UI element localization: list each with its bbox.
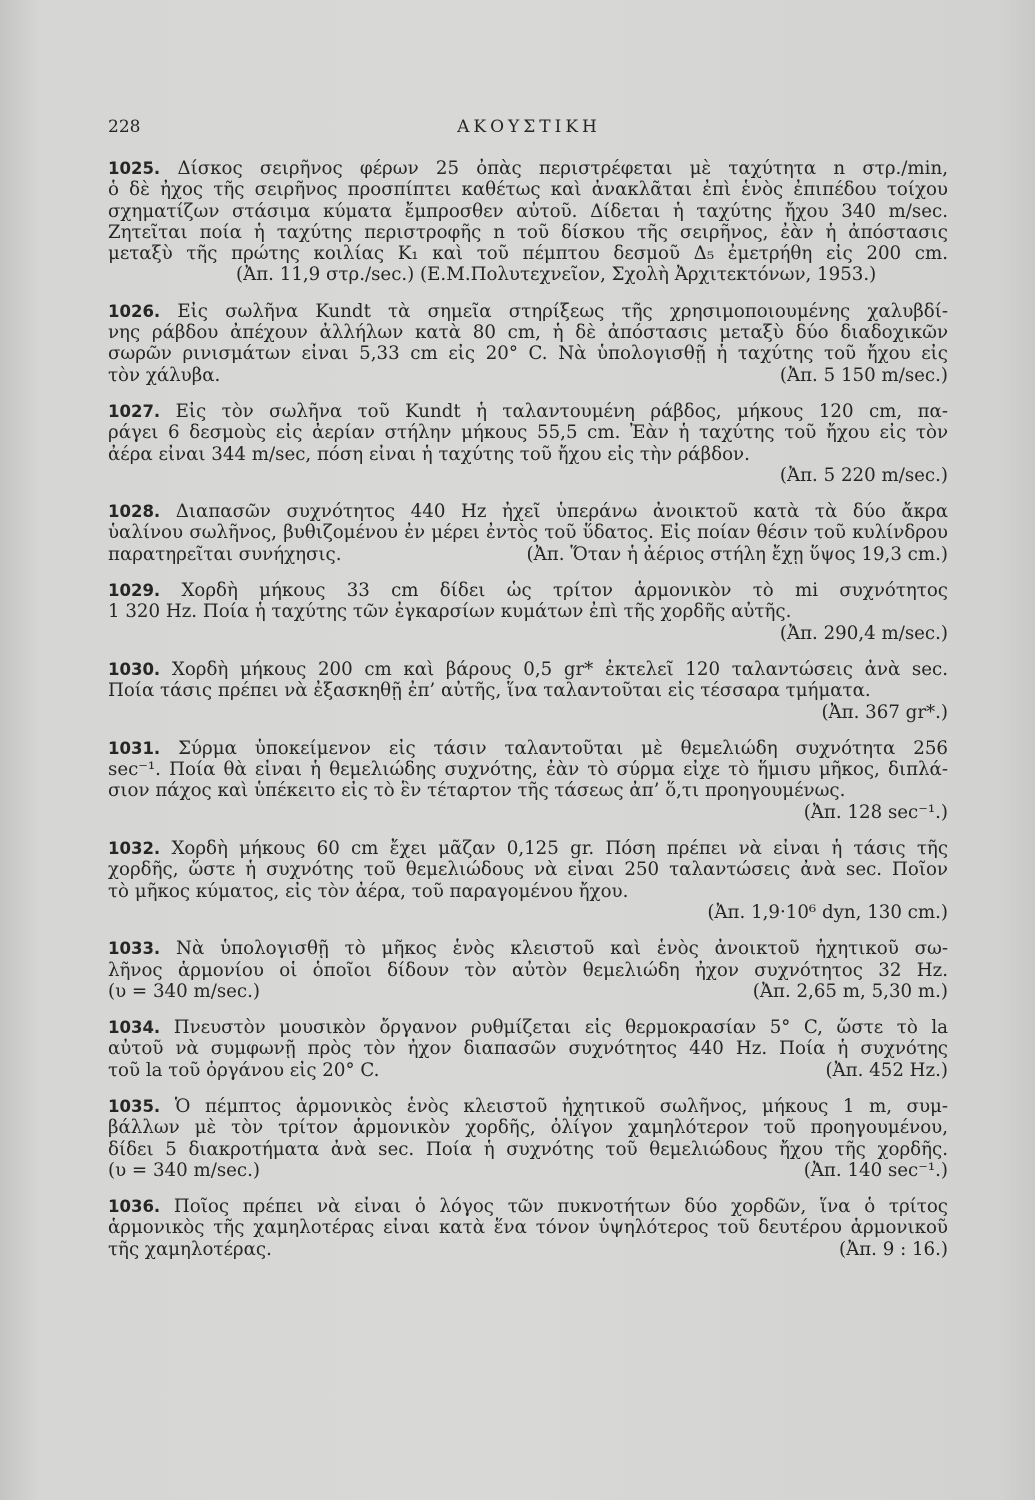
problem-last-line: τὸ μῆκος κύματος, εἰς τὸν ἀέρα, τοῦ παραγομένου ἤχου. xyxy=(108,880,629,902)
answer: (Ἀπ. 140 sec⁻¹.) xyxy=(803,1159,948,1181)
problem-text: Χορδὴ μήκους 33 cm δίδει ὡς τρίτον ἁρμονικὸν τὸ mi συχνότητος xyxy=(160,580,948,602)
problem-text-line xyxy=(108,401,948,422)
problem-text-line xyxy=(108,1196,948,1217)
problem-text: Εἰς τὸν σωλῆνα τοῦ Kundt ἡ ταλαντουμένη ράβδος, μήκους 120 cm, πα- xyxy=(160,400,948,422)
problem-text: (υ = 340 m/sec.) xyxy=(108,1159,260,1181)
problem-text: τοῦ la τοῦ ὀργάνου εἰς 20° C. xyxy=(108,1059,380,1081)
problem-text-line: sec⁻¹. Ποία θὰ εἶναι ἡ θεμελιώδης συχνότης, ἐὰν τὸ σύρμα εἶχε τὸ ἥμισυ μῆκος, διπλά- xyxy=(108,759,948,781)
problem-text-line: ὑαλίνου σωλῆνος, βυθιζομένου ἐν μέρει ἐντὸς τοῦ ὕδατος. Εἰς ποίαν θέσιν τοῦ κυλίνδρου xyxy=(108,522,948,544)
problem-last-line: Ποία τάσις πρέπει νὰ ἐξασκηθῇ ἐπ’ αὐτῆς, ἵνα ταλαντοῦται εἰς τέσσαρα τμήματα. xyxy=(108,680,871,702)
problem-text-line xyxy=(108,501,948,522)
problem-list xyxy=(108,158,948,1275)
answer: (Ἀπ. 367 gr*.) xyxy=(821,701,948,723)
problem-last-line: ἀέρα εἶναι 344 m/sec, πόση εἶναι ἡ ταχύτης τοῦ ἤχου εἰς τὴν ράβδον. xyxy=(108,443,750,465)
answer: (Ἀπ. 452 Hz.) xyxy=(825,1059,948,1081)
problem-text: Νὰ ὑπολογισθῇ τὸ μῆκος ἑνὸς κλειστοῦ καὶ ἑνὸς ἀνοικτοῦ ἠχητικοῦ σω- xyxy=(160,938,948,960)
running-title: ΑΚΟΥΣΤΙΚΗ xyxy=(457,117,601,137)
problem-text-line: νης ράβδου ἀπέχουν ἀλλήλων κατὰ 80 cm, ἡ δὲ ἀπόστασις μεταξὺ δύο διαδοχικῶν xyxy=(108,322,948,344)
problem-number: 1030. xyxy=(108,659,161,679)
problem-text-line: ράγει 6 δεσμοὺς εἰς ἀερίαν στήλην μήκους 55,5 cm. Ἐὰν ἡ ταχύτης τοῦ ἤχου εἰς τὸν xyxy=(108,422,948,444)
problem-item xyxy=(108,659,948,723)
problem-item xyxy=(108,838,948,923)
problem-text: Δίσκος σειρῆνος φέρων 25 ὀπὰς περιστρέφεται μὲ ταχύτητα n στρ./min, xyxy=(160,158,948,179)
problem-number: 1032. xyxy=(108,839,161,859)
problem-text-line: βάλλων μὲ τὸν τρίτον ἁρμονικὸν χορδῆς, ὀλίγον χαμηλότερον τοῦ προηγουμένου, xyxy=(108,1117,948,1139)
problem-text-line xyxy=(108,158,948,179)
problem-last-line: 1 320 Hz. Ποία ἡ ταχύτης τῶν ἐγκαρσίων κυμάτων ἐπὶ τῆς χορδῆς αὐτῆς. xyxy=(108,601,792,623)
problem-text: τῆς χαμηλοτέρας. xyxy=(108,1238,272,1260)
answer: (Ἀπ. 1,9·10⁶ dyn, 130 cm.) xyxy=(707,901,948,923)
problem-item xyxy=(108,938,948,1002)
answer: (Ἀπ. 2,65 m, 5,30 m.) xyxy=(752,980,948,1002)
answer: (Ἀπ. 5 220 m/sec.) xyxy=(779,464,948,486)
problem-last-line xyxy=(108,1060,948,1081)
answer: (Ἀπ. 11,9 στρ./sec.) (Ε.Μ.Πολυτεχνεῖον, Σχολὴ Ἀρχιτεκτόνων, 1953.) xyxy=(236,264,877,286)
problem-number: 1029. xyxy=(108,581,161,601)
page-header xyxy=(108,117,950,143)
problem-number: 1035. xyxy=(108,1096,161,1116)
problem-number: 1033. xyxy=(108,939,161,959)
problem-text: Εἰς σωλῆνα Kundt τὰ σημεῖα στηρίξεως τῆς χρησιμοποιουμένης χαλυβδί- xyxy=(160,300,948,322)
problem-text-line: λῆνος ἁρμονίου οἱ ὁποῖοι δίδουν τὸν αὐτὸν θεμελιώδη ἦχον συχνότητος 32 Hz. xyxy=(108,959,948,981)
problem-last-line xyxy=(108,981,948,1002)
problem-item xyxy=(108,580,948,644)
problem-last-line xyxy=(108,544,948,565)
problem-number: 1036. xyxy=(108,1197,161,1217)
problem-last-line xyxy=(108,365,948,386)
problem-text-line xyxy=(108,738,948,759)
problem-text-line xyxy=(108,1017,948,1038)
problem-text: Χορδὴ μήκους 200 cm καὶ βάρους 0,5 gr* ἐκτελεῖ 120 ταλαντώσεις ἀνὰ sec. xyxy=(160,658,948,680)
problem-item xyxy=(108,501,948,565)
problem-text: Διαπασῶν συχνότητος 440 Hz ἠχεῖ ὑπεράνω ἀνοικτοῦ κατὰ τὰ δύο ἄκρα xyxy=(160,501,948,523)
problem-item xyxy=(108,301,948,386)
problem-text-line xyxy=(108,580,948,601)
problem-text-line: Ζητεῖται ποία ἡ ταχύτης περιστροφῆς n τοῦ δίσκου τῆς σειρῆνος, ἐὰν ἡ ἀπόστασις xyxy=(108,221,948,243)
problem-text-line: σχηματίζων στάσιμα κύματα ἔμπροσθεν αὐτοῦ. Δίδεται ἡ ταχύτης ἤχου 340 m/sec. xyxy=(108,200,948,222)
problem-text-line: μεταξὺ τῆς πρώτης κοιλίας K₁ καὶ τοῦ πέμπτου δεσμοῦ Δ₅ ἐμετρήθη εἰς 200 cm. xyxy=(108,243,948,265)
problem-text: Πνευστὸν μουσικὸν ὄργανον ρυθμίζεται εἰς θερμοκρασίαν 5° C, ὥστε τὸ la xyxy=(160,1017,948,1039)
answer: (Ἀπ. 128 sec⁻¹.) xyxy=(803,801,948,823)
problem-number: 1034. xyxy=(108,1018,161,1038)
answer: (Ἀπ. Ὅταν ἡ ἀέριος στήλη ἔχῃ ὕψος 19,3 cm.) xyxy=(526,543,948,565)
problem-text: (υ = 340 m/sec.) xyxy=(108,980,260,1002)
problem-last-line xyxy=(108,1160,948,1181)
answer: (Ἀπ. 5 150 m/sec.) xyxy=(779,364,948,386)
problem-number: 1025. xyxy=(108,159,161,178)
problem-text: τὸν χάλυβα. xyxy=(108,364,221,386)
problem-last-line: σιον πάχος καὶ ὑπέκειτο εἰς τὸ ἓν τέταρτον τῆς τάσεως ἀπ’ ὅ,τι προηγουμένως. xyxy=(108,780,846,802)
problem-item xyxy=(108,158,948,286)
problem-text: Ὁ πέμπτος ἁρμονικὸς ἑνὸς κλειστοῦ ἠχητικοῦ σωλῆνος, μήκους 1 m, συμ- xyxy=(160,1095,948,1117)
problem-text-line: ὁ δὲ ἦχος τῆς σειρῆνος προσπίπτει καθέτως καὶ ἀνακλᾶται ἐπὶ ἑνὸς ἐπιπέδου τοίχου xyxy=(108,179,948,201)
problem-number: 1031. xyxy=(108,738,161,758)
problem-number: 1026. xyxy=(108,301,161,321)
problem-item xyxy=(108,1096,948,1181)
problem-text-line xyxy=(108,301,948,322)
problem-text-line: δίδει 5 διακροτήματα ἀνὰ sec. Ποία ἡ συχνότης τοῦ θεμελιώδους ἤχου τῆς χορδῆς. xyxy=(108,1138,948,1160)
answer: (Ἀπ. 9 : 16.) xyxy=(838,1238,948,1260)
problem-last-line xyxy=(108,1239,948,1260)
page-number: 228 xyxy=(108,117,141,137)
problem-item xyxy=(108,738,948,823)
problem-text-line: ἁρμονικὸς τῆς χαμηλοτέρας εἶναι κατὰ ἕνα τόνον ὑψηλότερος τοῦ δευτέρου ἁρμονικοῦ xyxy=(108,1217,948,1239)
problem-text: Σύρμα ὑποκείμενον εἰς τάσιν ταλαντοῦται μὲ θεμελιώδη συχνότητα 256 xyxy=(160,737,948,759)
problem-item xyxy=(108,401,948,486)
problem-item xyxy=(108,1196,948,1260)
problem-text: Χορδὴ μήκους 60 cm ἔχει μᾶζαν 0,125 gr. Πόση πρέπει νὰ εἶναι ἡ τάσις τῆς xyxy=(160,838,948,860)
problem-text-line xyxy=(108,938,948,959)
problem-number: 1028. xyxy=(108,502,161,522)
problem-text-line: σωρῶν ρινισμάτων εἶναι 5,33 cm εἰς 20° C. Νὰ ὑπολογισθῇ ἡ ταχύτης τοῦ ἤχου εἰς xyxy=(108,343,948,365)
problem-number: 1027. xyxy=(108,401,161,421)
problem-text: παρατηρεῖται συνήχησις. xyxy=(108,543,342,565)
answer: (Ἀπ. 290,4 m/sec.) xyxy=(779,622,948,644)
problem-item xyxy=(108,1017,948,1081)
problem-text-line: χορδῆς, ὥστε ἡ συχνότης τοῦ θεμελιώδους νὰ εἶναι 250 ταλαντώσεις ἀνὰ sec. Ποῖον xyxy=(108,859,948,881)
problem-text-line xyxy=(108,838,948,859)
problem-text-line xyxy=(108,659,948,680)
problem-text: Ποῖος πρέπει νὰ εἶναι ὁ λόγος τῶν πυκνοτήτων δύο χορδῶν, ἵνα ὁ τρίτος xyxy=(160,1196,948,1218)
problem-text-line: αὐτοῦ νὰ συμφωνῇ πρὸς τὸν ἦχον διαπασῶν συχνότητος 440 Hz. Ποία ἡ συχνότης xyxy=(108,1038,948,1060)
problem-text-line xyxy=(108,1096,948,1117)
